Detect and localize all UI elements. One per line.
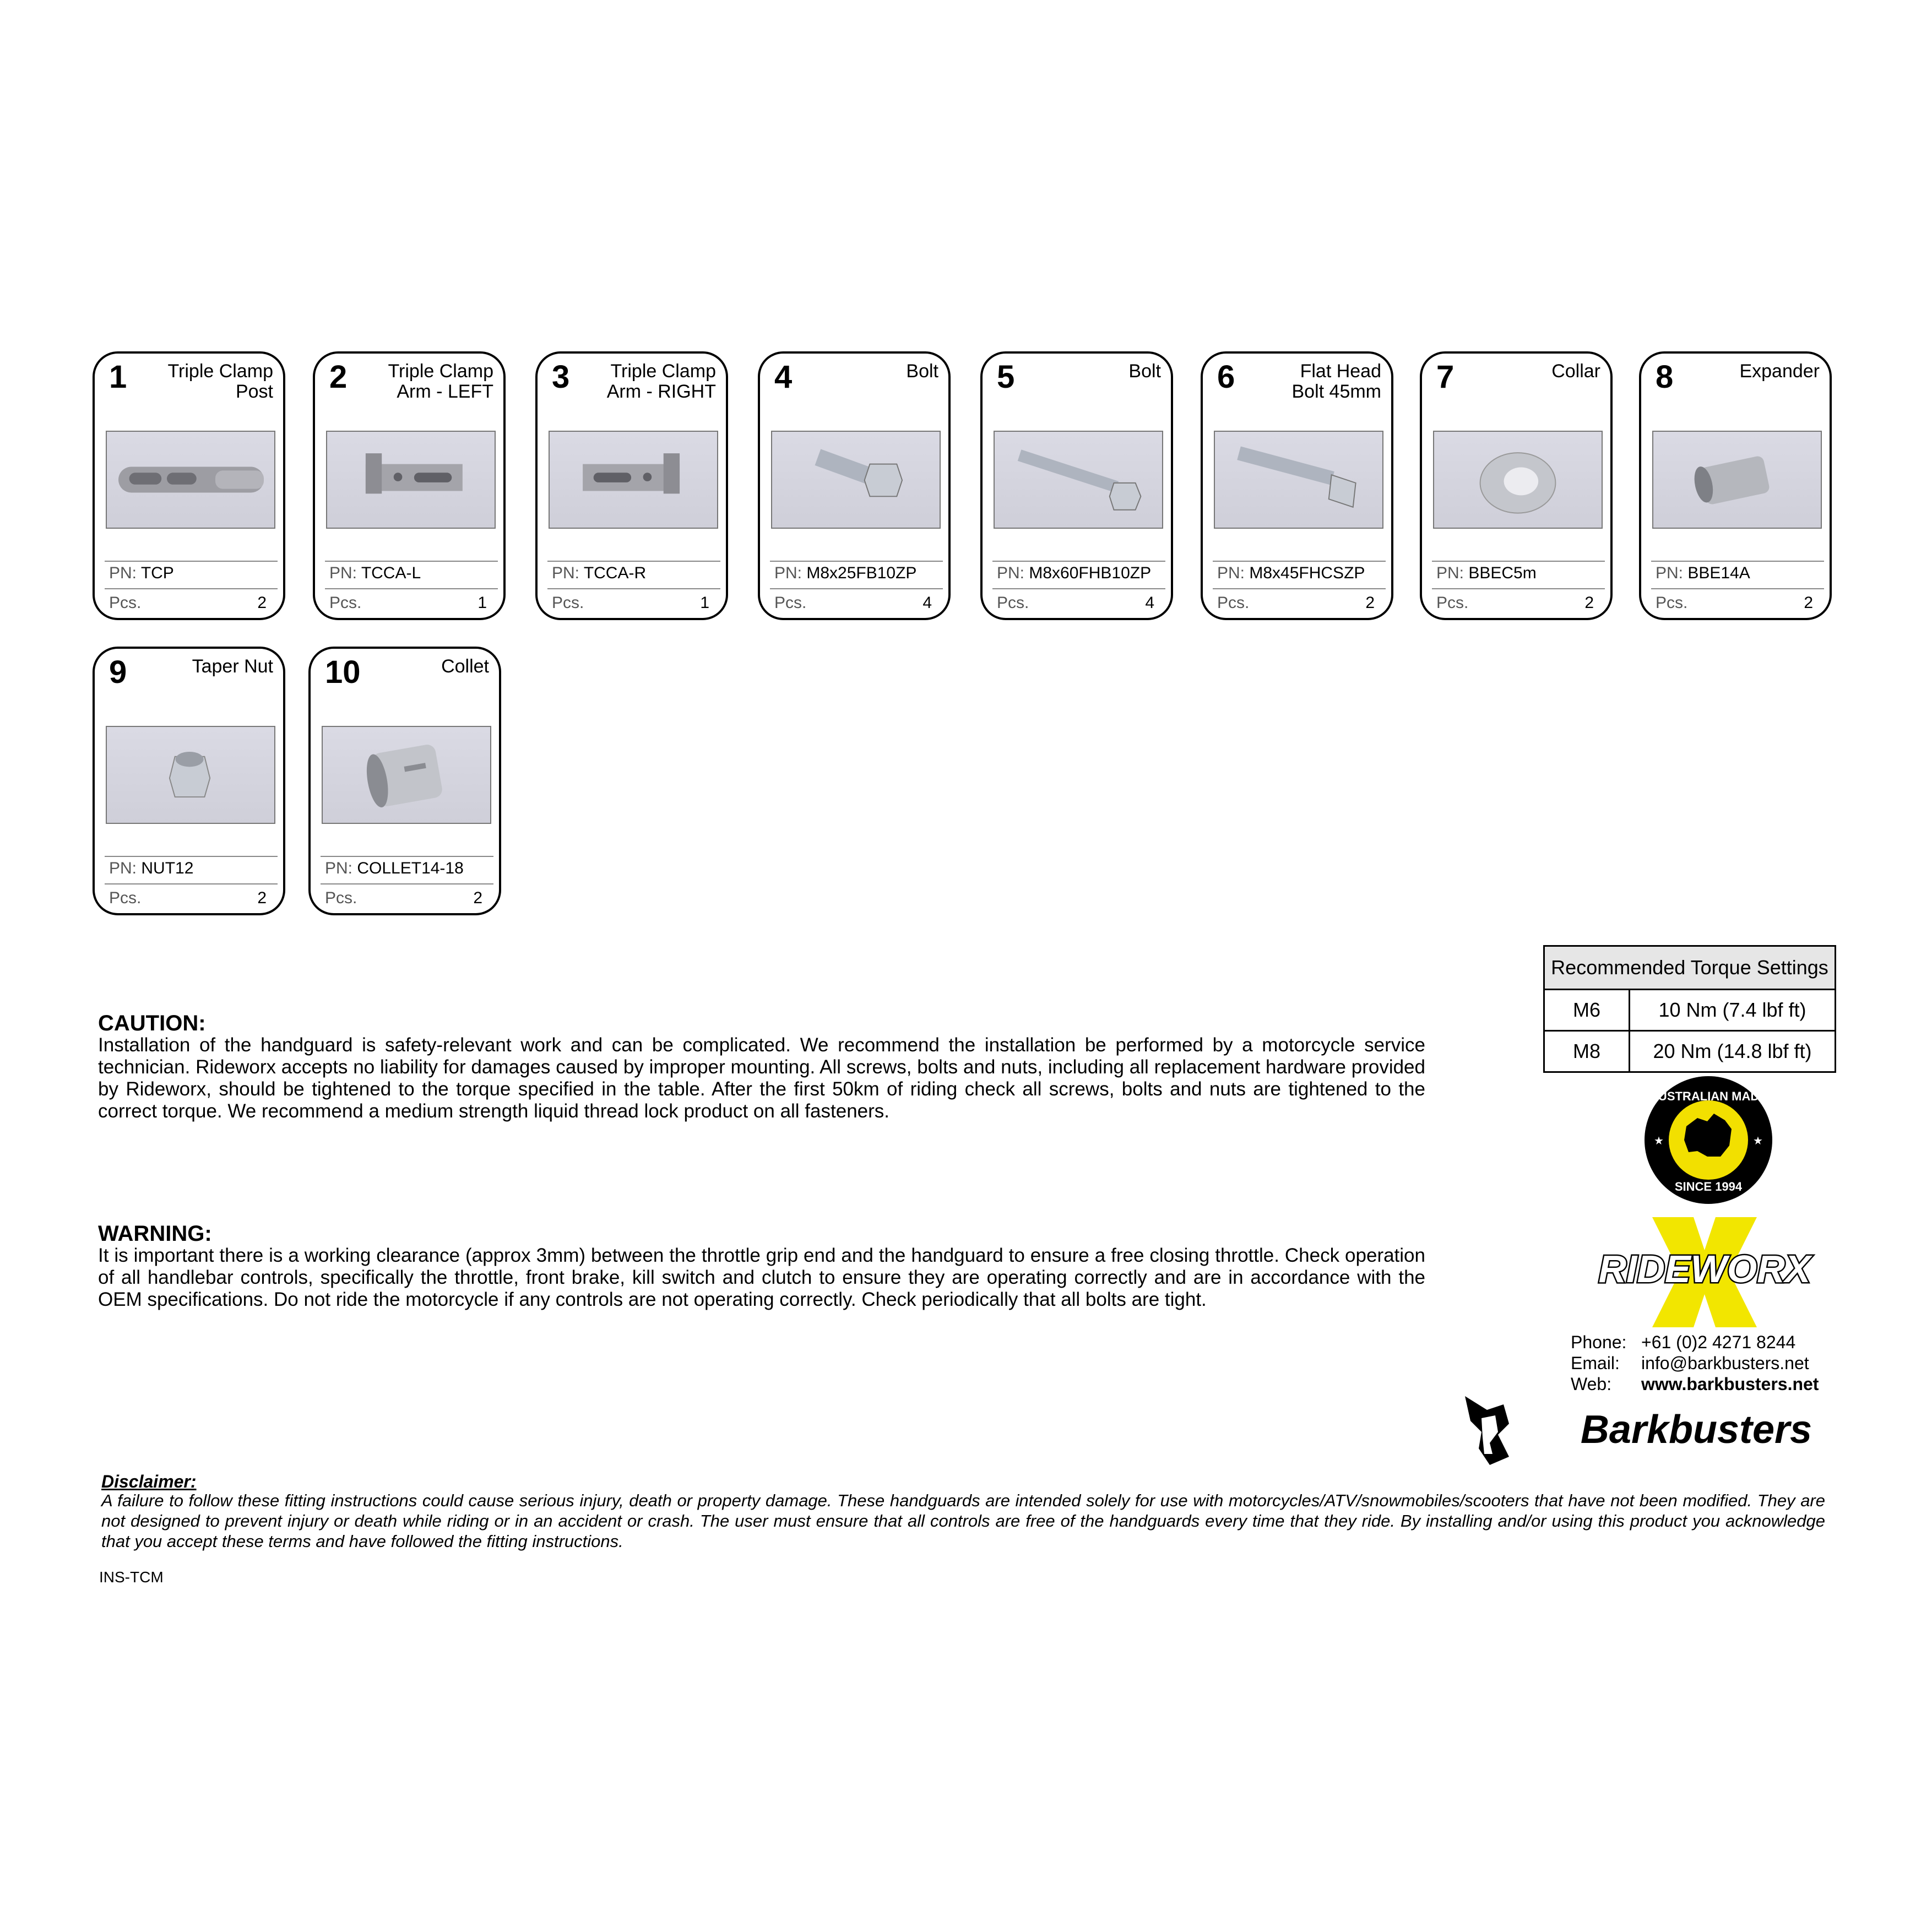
rideworx-logo [1575,1217,1834,1327]
part-pn: BBEC5m [1468,564,1537,582]
torque-size: M8 [1544,1031,1630,1072]
pcs-label: Pcs. [109,889,142,907]
short-bolt-photo [771,431,941,529]
pcs-label: Pcs. [325,889,357,907]
part-qty: 2 [1365,594,1375,612]
part-card-9 [93,647,285,915]
part-pn: BBE14A [1687,564,1750,582]
part-name: Triple Clamp Arm - LEFT [388,361,493,402]
part-qty: 2 [1804,594,1813,612]
part-number: 8 [1656,359,1674,395]
divider [321,883,493,884]
badge-bottom-text: SINCE 1994 [1674,1180,1743,1193]
star-icon: ★ [1654,1135,1664,1147]
long-bolt-photo [994,431,1163,529]
part-qty: 4 [1145,594,1154,612]
part-name: Bolt [1128,361,1161,382]
pcs-label: Pcs. [1436,594,1469,612]
torque-size: M6 [1544,990,1630,1031]
part-pn: M8x45FHCSZP [1249,564,1365,582]
torque-table-title: Recommended Torque Settings [1544,946,1836,990]
part-number: 9 [109,654,127,690]
disclaimer-body: A failure to follow these fitting instructions could cause serious injury, death or property damage. These handguards are intended solely for use with motorcycles/ATV/snowmobiles/scooters that have not been modified. They are not designed to prevent injury or death while riding or in an accident or crash. The user must ensure that all controls are free of the handguards every time that they ride. By installing and/or using this product you acknowledge that you accept these terms and have followed the fitting instructions. [101,1491,1825,1551]
part-pn: NUT12 [141,859,194,877]
divider [1213,561,1386,562]
taper-nut-photo [106,726,275,824]
part-card-5 [980,351,1173,620]
part-number: 4 [774,359,793,395]
part-qty: 1 [477,594,487,612]
caution-title: CAUTION: [98,1011,206,1035]
pcs-label: Pcs. [109,594,142,612]
part-name: Expander [1739,361,1820,382]
part-pn: TCCA-R [583,564,647,582]
collar-photo [1433,431,1603,529]
divider [547,561,720,562]
part-qty: 2 [473,889,482,907]
divider [770,561,943,562]
part-number: 7 [1436,359,1455,395]
disclaimer-title: Disclaimer: [101,1472,197,1491]
part-number: 10 [325,654,361,690]
divider [325,561,498,562]
barkbusters-wordmark: Barkbusters [1580,1408,1812,1452]
torque-value: 20 Nm (14.8 lbf ft) [1630,1031,1836,1072]
divider [321,856,493,857]
divider [1432,588,1605,589]
pn-label: PN: [1656,564,1684,582]
pcs-label: Pcs. [1656,594,1688,612]
divider [105,588,278,589]
part-qty: 2 [257,594,267,612]
torque-table [1543,945,1836,1073]
part-card-3 [535,351,728,620]
part-number: 5 [997,359,1015,395]
part-card-10 [308,647,501,915]
caution-body: Installation of the handguard is safety-relevant work and can be complicated. We recommend the installation be performed by a motorcycle service technician. Rideworx accepts no liability for damages caused by improper mounting. All screws, bolts and nuts, including all replacement hardware provided by Rideworx, should be tightened to the torque specified in the table. After the first 50km of riding check all screws, bolts and nuts are tightened to the correct torque. We recommend a medium strength liquid thread lock product on all fasteners. [98,1034,1425,1122]
pn-label: PN: [109,564,137,582]
pn-label: PN: [774,564,802,582]
email-label: Email: [1571,1353,1620,1373]
phone-label: Phone: [1571,1332,1627,1352]
pn-label: PN: [1436,564,1464,582]
divider [1651,561,1824,562]
contact-block [1571,1332,1819,1394]
part-card-8 [1639,351,1832,620]
pn-label: PN: [325,859,353,877]
table-row [1544,990,1836,1031]
torque-value: 10 Nm (7.4 lbf ft) [1630,990,1836,1031]
warning-body: It is important there is a working clearance (approx 3mm) between the throttle grip end and the handguard to ensure a free closing throttle. Check operation of all handlebar controls, specifically the throttle, front brake, kill switch and clutch to ensure they are operating correctly and are in accordance with the OEM specifications. Do not ride the motorcycle if any controls are not operating correctly. Check periodically that all bolts are tight. [98,1245,1425,1310]
table-row [1544,1031,1836,1072]
divider [770,588,943,589]
part-qty: 4 [922,594,932,612]
email-value[interactable]: info@barkbusters.net [1641,1353,1809,1373]
divider [105,883,278,884]
star-icon: ★ [1753,1135,1763,1147]
divider [105,856,278,857]
divider [325,588,498,589]
phone-value: +61 (0)2 4271 8244 [1641,1332,1796,1352]
part-name: Triple Clamp Arm - RIGHT [606,361,716,402]
divider [992,561,1165,562]
warning-title: WARNING: [98,1222,212,1246]
part-card-4 [758,351,951,620]
barkbusters-logo [1465,1393,1850,1470]
divider [1432,561,1605,562]
part-pn: TCCA-L [361,564,421,582]
pn-label: PN: [109,859,137,877]
part-number: 2 [329,359,348,395]
part-pn: M8x25FB10ZP [806,564,917,582]
australian-made-badge [1642,1074,1774,1206]
pn-label: PN: [997,564,1025,582]
part-qty: 1 [700,594,709,612]
part-name: Collar [1551,361,1600,382]
part-number: 1 [109,359,127,395]
part-name: Flat Head Bolt 45mm [1291,361,1381,402]
divider [547,588,720,589]
divider [992,588,1165,589]
part-number: 6 [1217,359,1235,395]
part-card-2 [313,351,506,620]
clamp-arm-left-photo [326,431,496,529]
pcs-label: Pcs. [774,594,807,612]
part-qty: 2 [257,889,267,907]
part-name: Taper Nut [192,656,273,677]
part-card-7 [1420,351,1613,620]
pcs-label: Pcs. [1217,594,1250,612]
part-qty: 2 [1584,594,1594,612]
flat-head-bolt-photo [1214,431,1383,529]
badge-top-text: AUSTRALIAN MADE [1649,1089,1767,1103]
web-label: Web: [1571,1374,1612,1394]
rideworx-wordmark: RIDEWORX [1598,1247,1811,1290]
part-pn: TCP [140,564,174,582]
pn-label: PN: [1217,564,1245,582]
pn-label: PN: [329,564,357,582]
document-code: INS-TCM [99,1569,164,1586]
pn-label: PN: [552,564,580,582]
web-link[interactable]: www.barkbusters.net [1641,1374,1819,1394]
pcs-label: Pcs. [997,594,1029,612]
part-number: 3 [552,359,570,395]
divider [1651,588,1824,589]
clamp-arm-right-photo [549,431,718,529]
expander-photo [1652,431,1822,529]
collet-photo [322,726,491,824]
pcs-label: Pcs. [329,594,362,612]
divider [1213,588,1386,589]
part-pn: M8x60FHB10ZP [1029,564,1152,582]
clamp-post-photo [106,431,275,529]
pcs-label: Pcs. [552,594,584,612]
divider [105,561,278,562]
part-name: Bolt [906,361,938,382]
part-name: Collet [441,656,489,677]
part-card-1 [93,351,285,620]
part-name: Triple Clamp Post [167,361,273,402]
part-pn: COLLET14-18 [357,859,464,877]
part-card-6 [1201,351,1393,620]
